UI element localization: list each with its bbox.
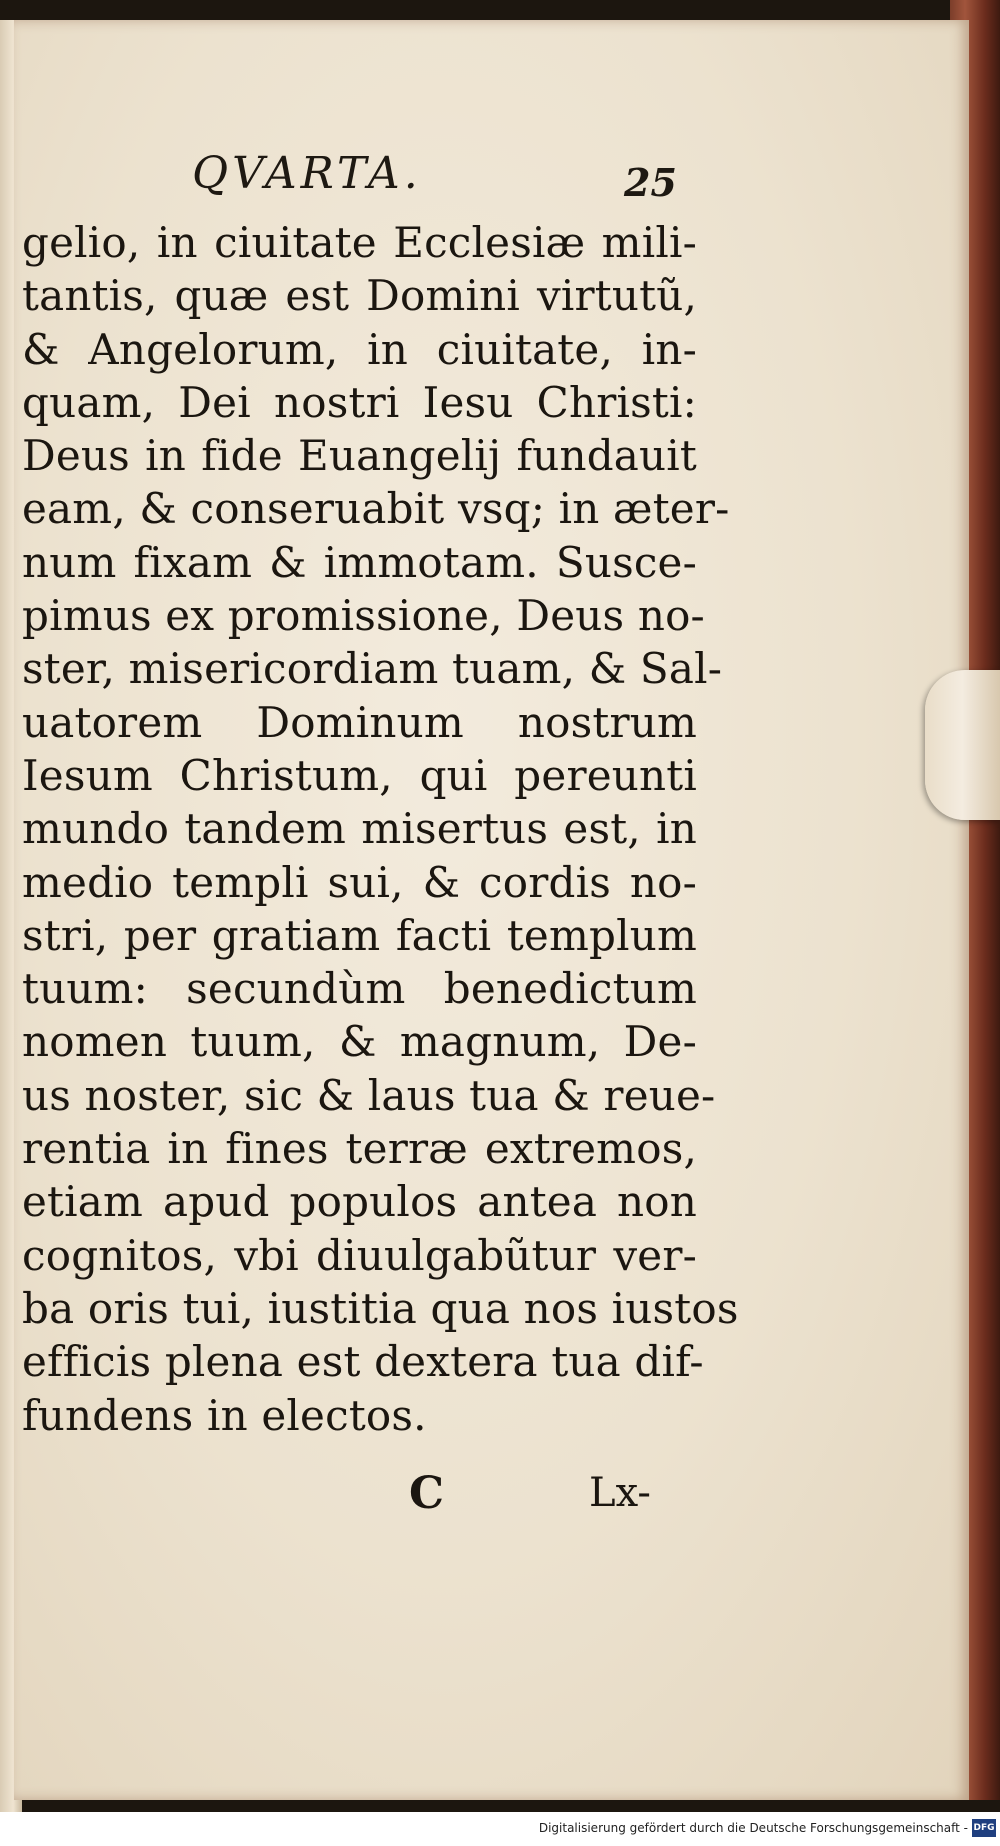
text-line: gelio, in ciuitate Ecclesiæ mili- [22, 218, 697, 267]
catchword-line [14, 1468, 714, 1528]
page-number: 25 [624, 160, 677, 205]
book-page [14, 20, 969, 1800]
text-line: Deus in fide Euangelij fundauit [22, 431, 697, 481]
running-head: QVARTA. [192, 148, 422, 199]
text-line: etiam apud populos antea non [22, 1177, 697, 1227]
text-line: tantis, quæ est Domini virtutũ, [22, 271, 697, 321]
text-line: fundens in electos. [22, 1390, 427, 1440]
text-line: mundo tandem misertus est, in [22, 804, 697, 854]
funding-credit: Digitalisierung gefördert durch die Deutsche Forschungsgemeinschaft - [538, 1821, 968, 1835]
text-line: stri, per gratiam facti templum [22, 910, 697, 960]
text-line: Iesum Christum, qui pereunti [22, 750, 697, 800]
text-line: ba oris tui, iustitia qua nos iustos [22, 1283, 739, 1333]
text-line: nomen tuum, & magnum, De- [22, 1017, 697, 1067]
text-line: ster, misericordiam tuam, & Sal- [22, 644, 723, 694]
text-line: pimus ex promissione, Deus no- [22, 591, 705, 641]
text-line: us noster, sic & laus tua & reue- [22, 1070, 716, 1120]
digitization-footer [0, 1812, 1000, 1846]
signature-mark: C [409, 1468, 445, 1519]
text-line: rentia in fines terræ extremos, [22, 1124, 697, 1174]
text-line: tuum: secundùm benedictum [22, 964, 697, 1014]
text-line: efficis plena est dextera tua dif- [22, 1337, 704, 1387]
page-header [14, 140, 714, 210]
text-line: quam, Dei nostri Iesu Christi: [22, 377, 697, 427]
text-line: uatorem Dominum nostrum [22, 697, 697, 747]
bookmark-tab [925, 670, 1000, 820]
text-line: cognitos, vbi diuulgabũtur ver- [22, 1230, 697, 1280]
dfg-logo: DFG [972, 1819, 996, 1837]
text-line: & Angelorum, in ciuitate, in- [22, 324, 697, 374]
text-line: eam, & conseruabit vsq; in æter- [22, 484, 730, 534]
catchword: Lx- [589, 1470, 651, 1516]
text-line: medio templi sui, & cordis no- [22, 857, 697, 907]
text-line: num fixam & immotam. Susce- [22, 537, 697, 587]
text-block [22, 216, 739, 1442]
